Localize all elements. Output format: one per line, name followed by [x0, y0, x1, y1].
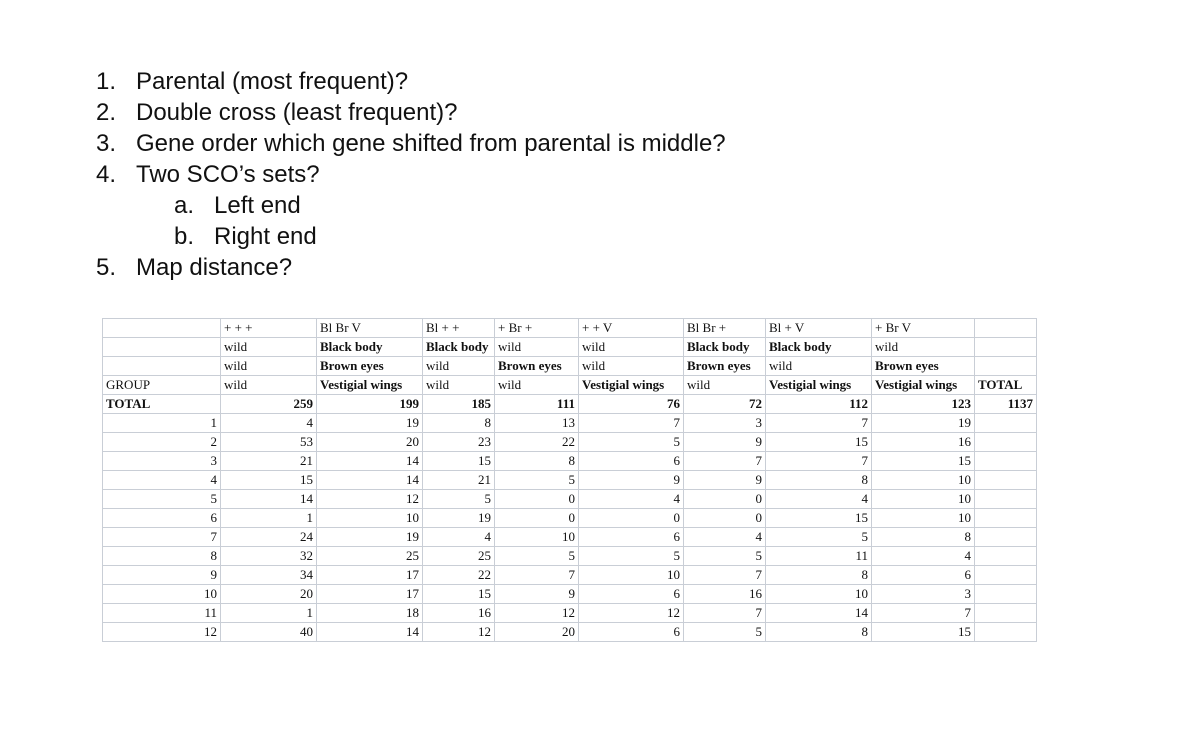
empty-cell [975, 490, 1037, 509]
count-cell: 1 [221, 509, 317, 528]
count-cell: 9 [684, 433, 766, 452]
count-cell: 10 [495, 528, 579, 547]
count-cell: 20 [221, 585, 317, 604]
table-row [103, 433, 1037, 452]
question-text: Gene order which gene shifted from parental is middle? [136, 130, 726, 157]
total-cell: 259 [221, 395, 317, 414]
count-cell: 7 [684, 566, 766, 585]
group-number: 9 [103, 566, 221, 585]
count-cell: 53 [221, 433, 317, 452]
group-number: 6 [103, 509, 221, 528]
question-text: Two SCO’s sets? [136, 161, 320, 188]
count-cell: 11 [766, 547, 872, 566]
wing-phenotype-header: Vestigial wings [317, 376, 423, 395]
count-cell: 8 [423, 414, 495, 433]
empty-cell [975, 319, 1037, 338]
count-cell: 19 [872, 414, 975, 433]
count-cell: 12 [495, 604, 579, 623]
group-number: 11 [103, 604, 221, 623]
empty-cell [975, 585, 1037, 604]
count-cell: 16 [684, 585, 766, 604]
eye-phenotype-header: Brown eyes [495, 357, 579, 376]
table-row [103, 452, 1037, 471]
count-cell: 7 [766, 452, 872, 471]
count-cell: 5 [579, 433, 684, 452]
count-cell: 15 [423, 585, 495, 604]
count-cell: 15 [221, 471, 317, 490]
question-item [96, 159, 726, 190]
table-row [103, 509, 1037, 528]
count-cell: 34 [221, 566, 317, 585]
body-phenotype-header: wild [872, 338, 975, 357]
count-cell: 0 [495, 490, 579, 509]
count-cell: 17 [317, 585, 423, 604]
count-cell: 19 [317, 528, 423, 547]
eye-phenotype-header: Brown eyes [872, 357, 975, 376]
count-cell: 6 [872, 566, 975, 585]
empty-cell [975, 414, 1037, 433]
count-cell: 3 [872, 585, 975, 604]
count-cell: 13 [495, 414, 579, 433]
eye-phenotype-header: Brown eyes [317, 357, 423, 376]
count-cell: 0 [495, 509, 579, 528]
table-row [103, 566, 1037, 585]
question-number: b. [174, 223, 195, 250]
wing-phenotype-header: wild [684, 376, 766, 395]
count-cell: 14 [317, 471, 423, 490]
count-cell: 8 [766, 566, 872, 585]
count-cell: 12 [317, 490, 423, 509]
count-cell: 21 [423, 471, 495, 490]
count-cell: 7 [766, 414, 872, 433]
empty-cell [975, 566, 1037, 585]
count-cell: 6 [579, 585, 684, 604]
empty-cell [975, 509, 1037, 528]
count-cell: 15 [766, 509, 872, 528]
count-cell: 8 [495, 452, 579, 471]
count-cell: 10 [872, 509, 975, 528]
table-row [103, 471, 1037, 490]
count-cell: 7 [495, 566, 579, 585]
empty-cell [975, 433, 1037, 452]
eye-phenotype-header: wild [579, 357, 684, 376]
empty-cell [103, 357, 221, 376]
body-phenotype-header: wild [579, 338, 684, 357]
total-label: TOTAL [103, 395, 221, 414]
total-cell: 185 [423, 395, 495, 414]
count-cell: 25 [317, 547, 423, 566]
wing-phenotype-header: Vestigial wings [766, 376, 872, 395]
question-number: 4. [96, 161, 117, 188]
genotype-header: Bl Br V [317, 319, 423, 338]
count-cell: 10 [872, 490, 975, 509]
count-cell: 19 [423, 509, 495, 528]
table-row [103, 547, 1037, 566]
count-cell: 9 [579, 471, 684, 490]
question-item [96, 128, 726, 159]
totals-row [103, 395, 1037, 414]
count-cell: 20 [317, 433, 423, 452]
eye-phenotype-header: Brown eyes [684, 357, 766, 376]
count-cell: 5 [684, 623, 766, 642]
table-row [103, 585, 1037, 604]
count-cell: 9 [684, 471, 766, 490]
grand-total-cell: 1137 [975, 395, 1037, 414]
count-cell: 10 [766, 585, 872, 604]
count-cell: 20 [495, 623, 579, 642]
question-number: 5. [96, 254, 117, 281]
question-number: 3. [96, 130, 117, 157]
count-cell: 15 [423, 452, 495, 471]
question-number: 2. [96, 99, 117, 126]
group-number: 12 [103, 623, 221, 642]
count-cell: 14 [221, 490, 317, 509]
count-cell: 4 [579, 490, 684, 509]
count-cell: 8 [766, 471, 872, 490]
genotype-header: Bl + + [423, 319, 495, 338]
count-cell: 17 [317, 566, 423, 585]
header-row [103, 376, 1037, 395]
count-cell: 23 [423, 433, 495, 452]
group-number: 5 [103, 490, 221, 509]
count-cell: 5 [423, 490, 495, 509]
empty-cell [975, 471, 1037, 490]
body-phenotype-header: Black body [317, 338, 423, 357]
count-cell: 40 [221, 623, 317, 642]
count-cell: 22 [423, 566, 495, 585]
empty-cell [975, 338, 1037, 357]
total-cell: 72 [684, 395, 766, 414]
count-cell: 4 [766, 490, 872, 509]
empty-cell [103, 338, 221, 357]
table-row [103, 490, 1037, 509]
count-cell: 6 [579, 623, 684, 642]
count-cell: 8 [872, 528, 975, 547]
count-cell: 15 [766, 433, 872, 452]
count-cell: 4 [872, 547, 975, 566]
sub-question-item [96, 190, 726, 221]
total-column-label: TOTAL [975, 376, 1037, 395]
count-cell: 10 [579, 566, 684, 585]
count-cell: 18 [317, 604, 423, 623]
count-cell: 22 [495, 433, 579, 452]
empty-cell [975, 357, 1037, 376]
question-text: Map distance? [136, 254, 293, 281]
count-cell: 14 [317, 623, 423, 642]
table-row [103, 623, 1037, 642]
count-cell: 7 [872, 604, 975, 623]
count-cell: 24 [221, 528, 317, 547]
group-number: 7 [103, 528, 221, 547]
eye-phenotype-header: wild [423, 357, 495, 376]
body-phenotype-header: wild [495, 338, 579, 357]
total-cell: 199 [317, 395, 423, 414]
count-cell: 12 [423, 623, 495, 642]
empty-cell [975, 547, 1037, 566]
header-row [103, 338, 1037, 357]
genotype-header: + + V [579, 319, 684, 338]
count-cell: 12 [579, 604, 684, 623]
genotype-header: + Br V [872, 319, 975, 338]
count-cell: 14 [317, 452, 423, 471]
count-cell: 16 [872, 433, 975, 452]
count-cell: 0 [684, 490, 766, 509]
group-number: 3 [103, 452, 221, 471]
group-number: 4 [103, 471, 221, 490]
empty-cell [975, 528, 1037, 547]
question-item [96, 66, 726, 97]
group-number: 1 [103, 414, 221, 433]
count-cell: 6 [579, 528, 684, 547]
body-phenotype-header: wild [221, 338, 317, 357]
genotype-header: Bl + V [766, 319, 872, 338]
fly-cross-data-table [102, 318, 1037, 642]
question-text: Right end [214, 223, 317, 250]
count-cell: 4 [423, 528, 495, 547]
header-row [103, 319, 1037, 338]
count-cell: 16 [423, 604, 495, 623]
table-row [103, 604, 1037, 623]
count-cell: 32 [221, 547, 317, 566]
group-label: GROUP [103, 376, 221, 395]
empty-cell [103, 319, 221, 338]
count-cell: 5 [495, 547, 579, 566]
count-cell: 21 [221, 452, 317, 471]
count-cell: 0 [684, 509, 766, 528]
wing-phenotype-header: wild [495, 376, 579, 395]
count-cell: 3 [684, 414, 766, 433]
count-cell: 6 [579, 452, 684, 471]
count-cell: 1 [221, 604, 317, 623]
question-number: a. [174, 192, 195, 219]
body-phenotype-header: Black body [684, 338, 766, 357]
sub-question-item [96, 221, 726, 252]
wing-phenotype-header: Vestigial wings [579, 376, 684, 395]
count-cell: 5 [684, 547, 766, 566]
count-cell: 14 [766, 604, 872, 623]
group-number: 8 [103, 547, 221, 566]
empty-cell [975, 623, 1037, 642]
count-cell: 4 [684, 528, 766, 547]
count-cell: 5 [495, 471, 579, 490]
wing-phenotype-header: wild [423, 376, 495, 395]
genotype-header: + + + [221, 319, 317, 338]
count-cell: 10 [872, 471, 975, 490]
count-cell: 7 [684, 604, 766, 623]
table-row [103, 414, 1037, 433]
total-cell: 123 [872, 395, 975, 414]
genotype-header: Bl Br + [684, 319, 766, 338]
question-text: Double cross (least frequent)? [136, 99, 458, 126]
count-cell: 19 [317, 414, 423, 433]
empty-cell [975, 604, 1037, 623]
question-list [96, 66, 726, 283]
body-phenotype-header: Black body [766, 338, 872, 357]
body-phenotype-header: Black body [423, 338, 495, 357]
question-text: Left end [214, 192, 301, 219]
wing-phenotype-header: wild [221, 376, 317, 395]
eye-phenotype-header: wild [221, 357, 317, 376]
empty-cell [975, 452, 1037, 471]
genotype-header: + Br + [495, 319, 579, 338]
header-row [103, 357, 1037, 376]
count-cell: 0 [579, 509, 684, 528]
count-cell: 10 [317, 509, 423, 528]
count-cell: 15 [872, 623, 975, 642]
count-cell: 7 [579, 414, 684, 433]
eye-phenotype-header: wild [766, 357, 872, 376]
count-cell: 8 [766, 623, 872, 642]
count-cell: 5 [766, 528, 872, 547]
group-number: 10 [103, 585, 221, 604]
count-cell: 5 [579, 547, 684, 566]
question-text: Parental (most frequent)? [136, 68, 409, 95]
total-cell: 76 [579, 395, 684, 414]
count-cell: 7 [684, 452, 766, 471]
count-cell: 4 [221, 414, 317, 433]
count-cell: 25 [423, 547, 495, 566]
total-cell: 112 [766, 395, 872, 414]
count-cell: 15 [872, 452, 975, 471]
total-cell: 111 [495, 395, 579, 414]
count-cell: 9 [495, 585, 579, 604]
wing-phenotype-header: Vestigial wings [872, 376, 975, 395]
table-row [103, 528, 1037, 547]
question-item [96, 97, 726, 128]
question-number: 1. [96, 68, 117, 95]
group-number: 2 [103, 433, 221, 452]
question-item [96, 252, 726, 283]
